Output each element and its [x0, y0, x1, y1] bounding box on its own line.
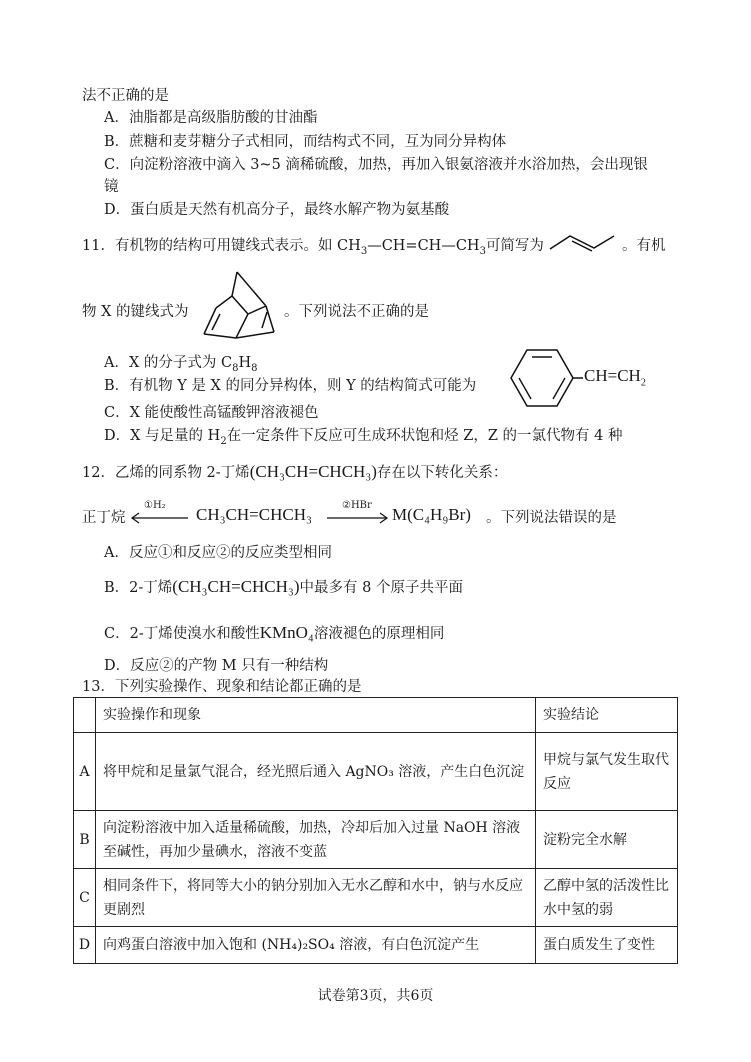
- styrene-vinyl-label: $CH=CH_2$: [584, 366, 646, 389]
- q12-stem: 12．乙烯的同系物 2-丁烯(CH₃CH=CHCH₃)存在以下转化关系：: [82, 462, 508, 481]
- q12-arrow2-label: ②HBr: [342, 500, 372, 511]
- q12-option-a: A．反应①和反应②的反应类型相同: [104, 545, 332, 561]
- header-conclusion: 实验结论: [536, 698, 678, 733]
- arrow-right-icon: [325, 512, 389, 524]
- q12-chain-right: M(C₄H₉Br): [392, 505, 471, 524]
- q12-option-c: C．2-丁烯使溴水和酸性KMnO₄溶液褪色的原理相同: [104, 623, 445, 642]
- q10-option-d: D．蛋白质是天然有机高分子，最终水解产物为氨基酸: [104, 202, 450, 218]
- header-operation: 实验操作和现象: [96, 698, 536, 733]
- q12-option-b: B．2-丁烯(CH₃CH=CHCH₃)中最多有 8 个原子共平面: [104, 577, 463, 596]
- butene-skeletal-structure: [548, 228, 618, 254]
- q12-chain-tail: 。下列说法错误的是: [486, 510, 617, 526]
- row-operation: 将甲烷和足量氯气混合，经光照后通入 AgNO₃ 溶液，产生白色沉淀: [96, 733, 536, 811]
- table-row: [74, 811, 678, 869]
- row-conclusion: 甲烷与氯气发生取代反应: [536, 733, 678, 811]
- q11-stem-line1-end: 。有机: [622, 238, 666, 254]
- page-footer: 试卷第3页，共6页: [317, 988, 434, 1004]
- q13-experiment-table: [73, 697, 678, 964]
- q11-stem-line2-end: 。下列说法不正确的是: [284, 304, 429, 320]
- q12-arrow1-label: ①H₂: [144, 500, 166, 511]
- table-row: [74, 869, 678, 927]
- header-label-cell: [74, 698, 96, 733]
- compound-x-skeletal-structure: [196, 266, 284, 346]
- q11-stem-line1: 11．有机物的结构可用键线式表示。如 $CH_3—CH=CH—CH_3$可简写为: [82, 238, 544, 257]
- q11-option-a: A．X 的分子式为 $C_8H_8$: [104, 355, 258, 374]
- row-label: B: [74, 811, 96, 869]
- q13-stem: 13．下列实验操作、现象和结论都正确的是: [82, 679, 362, 695]
- q10-option-c: C．向淀粉溶液中滴入 3~5 滴稀硫酸，加热，再加入银氨溶液并水浴加热，会出现银: [104, 157, 648, 173]
- styrene-benzene-ring: [503, 346, 583, 412]
- row-label: A: [74, 733, 96, 811]
- row-conclusion: 蛋白质发生了变性: [536, 927, 678, 964]
- q10-option-b: B．蔗糖和麦芽糖分子式相同，而结构式不同，互为同分异构体: [104, 134, 507, 150]
- row-conclusion: 乙醇中氢的活泼性比水中氢的弱: [536, 869, 678, 927]
- q12-chain-left: 正丁烷: [82, 510, 126, 526]
- q10-stem-end: 法不正确的是: [82, 88, 169, 104]
- q11-option-c: C．X 能使酸性高锰酸钾溶液褪色: [104, 405, 319, 421]
- q10-option-a: A．油脂都是高级脂肪酸的甘油酯: [104, 110, 318, 126]
- row-operation: 向淀粉溶液中加入适量稀硫酸，加热，冷却后加入过量 NaOH 溶液至碱性，再加少量碘水，溶液不变蓝: [96, 811, 536, 869]
- table-row: [74, 733, 678, 811]
- arrow-left-icon: [130, 512, 190, 524]
- row-label: C: [74, 869, 96, 927]
- q11-option-d: D．X 与足量的 $H_2$在一定条件下反应可生成环状饱和烃 Z，Z 的一氯代物有 4 种: [104, 428, 623, 447]
- row-operation: 向鸡蛋白溶液中加入饱和 (NH₄)₂SO₄ 溶液，有白色沉淀产生: [96, 927, 536, 964]
- row-operation: 相同条件下，将同等大小的钠分别加入无水乙醇和水中，钠与水反应更剧烈: [96, 869, 536, 927]
- q12-option-d: D．反应②的产物 M 只有一种结构: [104, 658, 329, 674]
- row-conclusion: 淀粉完全水解: [536, 811, 678, 869]
- q11-option-b: B．有机物 Y 是 X 的同分异构体，则 Y 的结构简式可能为: [104, 378, 477, 394]
- row-label: D: [74, 927, 96, 964]
- table-header-row: [74, 698, 678, 733]
- q11-stem-line2: 物 X 的键线式为: [82, 304, 189, 320]
- table-row: [74, 927, 678, 964]
- q12-chain-mid: CH₃CH=CHCH₃: [196, 505, 312, 524]
- q10-option-c-cont: 镜: [104, 179, 119, 195]
